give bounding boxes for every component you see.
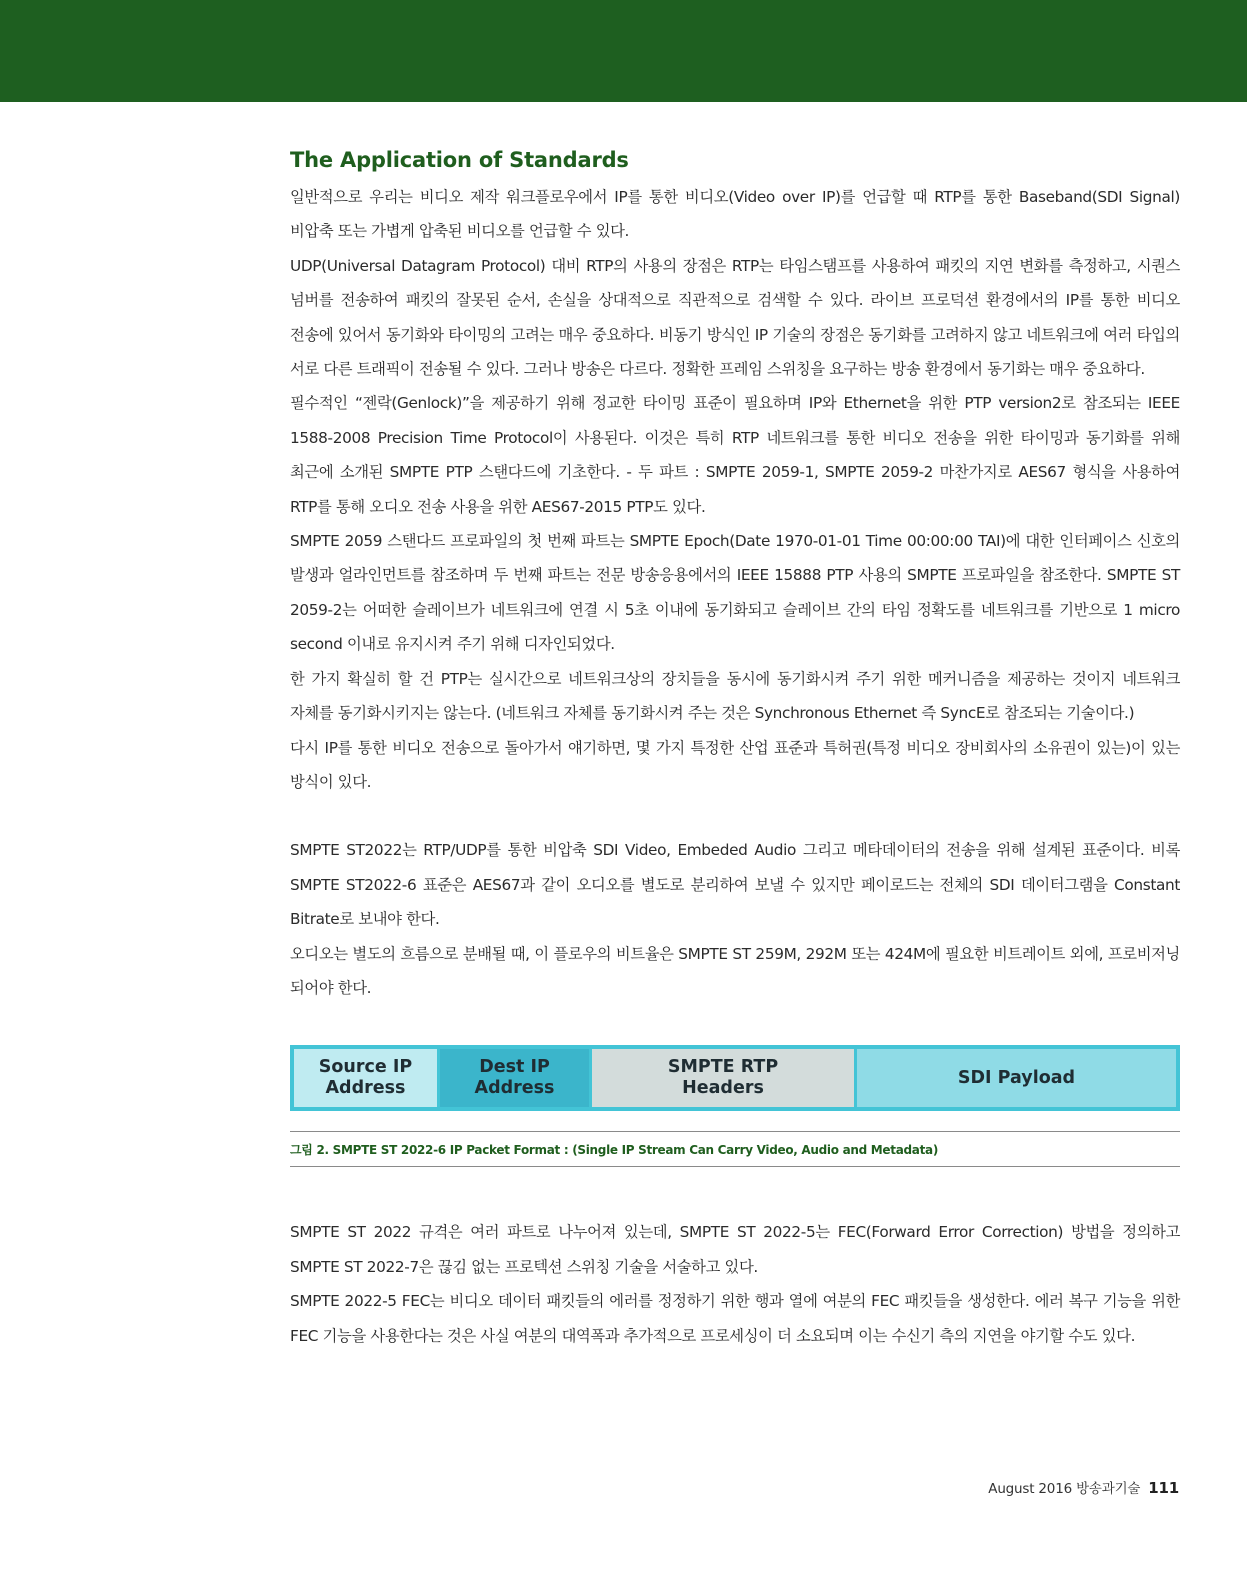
section-title: The Application of Standards [290, 148, 629, 172]
paragraph: SMPTE 2059 스탠다드 프로파일의 첫 번째 파트는 SMPTE Epoch(Date 1970-01-01 Time 00:00:00 TAI)에 대한 인터페이스 신호의 발생과 얼라인먼트를 참조하며 두 번째 파트는 전문 방송응용에서의 IEEE 15888 PTP 사용의 SMPTE 프로파일을 참조한다. SMPTE ST 2059-2는 어떠한 슬레이브가 네트워크에 연결 시 5초 이내에 동기화되고 슬레이브 간의 타임 정확도를 네트워크를 기반으로 1 micro second 이내로 유지시켜 주기 위해 디자인되었다. [290, 532, 1180, 654]
paragraph: 한 가지 확실히 할 건 PTP는 실시간으로 네트워크상의 장치들을 동시에 동기화시켜 주기 위한 메커니즘을 제공하는 것이지 네트워크 자체를 동기화시키지는 않는다. (네트워크 자체를 동기화시켜 주는 것은 Synchronous Ethernet 즉 SyncE로 참조되는 기술이다.) [290, 669, 1180, 723]
paragraph: SMPTE 2022-5 FEC는 비디오 데이터 패킷들의 에러를 정정하기 위한 행과 열에 여분의 FEC 패킷들을 생성한다. 에러 복구 기능을 위한 FEC 기능을 사용한다는 것은 사실 여분의 대역폭과 추가적으로 프로세싱이 더 소요되며 이는 수신기 측의 지연을 야기할 수도 있다. [290, 1292, 1180, 1345]
packet-cell-rtp-headers: SMPTE RTP Headers [592, 1049, 857, 1107]
paragraph: UDP(Universal Datagram Protocol) 대비 RTP의 사용의 장점은 RTP는 타임스탬프를 사용하여 패킷의 지연 변화를 측정하고, 시퀀스 넘버를 전송하여 패킷의 잘못된 순서, 손실을 상대적으로 직관적으로 검색할 수 있다. 라이브 프로덕션 환경에서의 IP를 통한 비디오 전송에 있어서 동기화와 타이밍의 고려는 매우 중요하다. 비동기 방식인 IP 기술의 장점은 동기화를 고려하지 않고 네트워크에 여러 타입의 서로 다른 트래픽이 전송될 수 있다. 그러나 방송은 다르다. 정확한 프레임 스위칭을 요구하는 방송 환경에서 동기화는 매우 중요하다. [290, 256, 1180, 379]
header-band [0, 0, 1247, 102]
packet-format-diagram [290, 1045, 1180, 1111]
paragraph: 필수적인 “젠락(Genlock)”을 제공하기 위해 정교한 타이밍 표준이 필요하며 IP와 Ethernet을 위한 PTP version2로 참조되는 IEEE 1588-2008 Precision Time Protocol이 사용된다. 이것은 특히 RTP 네트워크를 통한 비디오 전송을 위한 타이밍과 동기화를 위해 최근에 소개된 SMPTE PTP 스탠다드에 기초한다. - 두 파트 : SMPTE 2059-1, SMPTE 2059-2 마찬가지로 AES67 형식을 사용하여 RTP를 통해 오디오 전송 사용을 위한 AES67-2015 PTP도 있다. [290, 394, 1180, 516]
figure-caption: 그림 2. SMPTE ST 2022-6 IP Packet Format : (Single IP Stream Can Carry Video, Audio and Metadata) [290, 1131, 1180, 1167]
issue-label: August 2016 방송과기술 [988, 1481, 1141, 1497]
paragraph: SMPTE ST2022는 RTP/UDP를 통한 비압축 SDI Video, Embeded Audio 그리고 메타데이터의 전송을 위해 설계된 표준이다. 비록 SMPTE ST2022-6 표준은 AES67과 같이 오디오를 별도로 분리하여 보낼 수 있지만 페이로드는 전체의 SDI 데이터그램을 Constant Bitrate로 보내야 한다. [290, 841, 1180, 929]
packet-cell-dest-ip: Dest IP Address [440, 1049, 592, 1107]
paragraph: SMPTE ST 2022 규격은 여러 파트로 나누어져 있는데, SMPTE ST 2022-5는 FEC(Forward Error Correction) 방법을 정의하고 SMPTE ST 2022-7은 끊김 없는 프로텍션 스위칭 기술을 서술하고 있다. [290, 1223, 1180, 1276]
section-after-figure [290, 1215, 1180, 1353]
packet-cell-source-ip: Source IP Address [294, 1049, 440, 1107]
paragraph: 다시 IP를 통한 비디오 전송으로 돌아가서 얘기하면, 몇 가지 특정한 산업 표준과 특허권(특정 비디오 장비회사의 소유권이 있는)이 있는 방식이 있다. [290, 738, 1180, 791]
page-footer [988, 1477, 1179, 1497]
article-body [290, 148, 1180, 1353]
page-number: 111 [1148, 1479, 1179, 1497]
paragraph: 일반적으로 우리는 비디오 제작 워크플로우에서 IP를 통한 비디오(Video over IP)를 언급할 때 RTP를 통한 Baseband(SDI Signal) 비압축 또는 가볍게 압축된 비디오를 언급할 수 있다. [290, 188, 1180, 241]
packet-cell-sdi-payload: SDI Payload [857, 1049, 1176, 1107]
paragraph: 오디오는 별도의 흐름으로 분배될 때, 이 플로우의 비트율은 SMPTE ST 259M, 292M 또는 424M에 필요한 비트레이트 외에, 프로비저닝 되어야 한다. [290, 944, 1180, 997]
spacer [290, 799, 1180, 833]
